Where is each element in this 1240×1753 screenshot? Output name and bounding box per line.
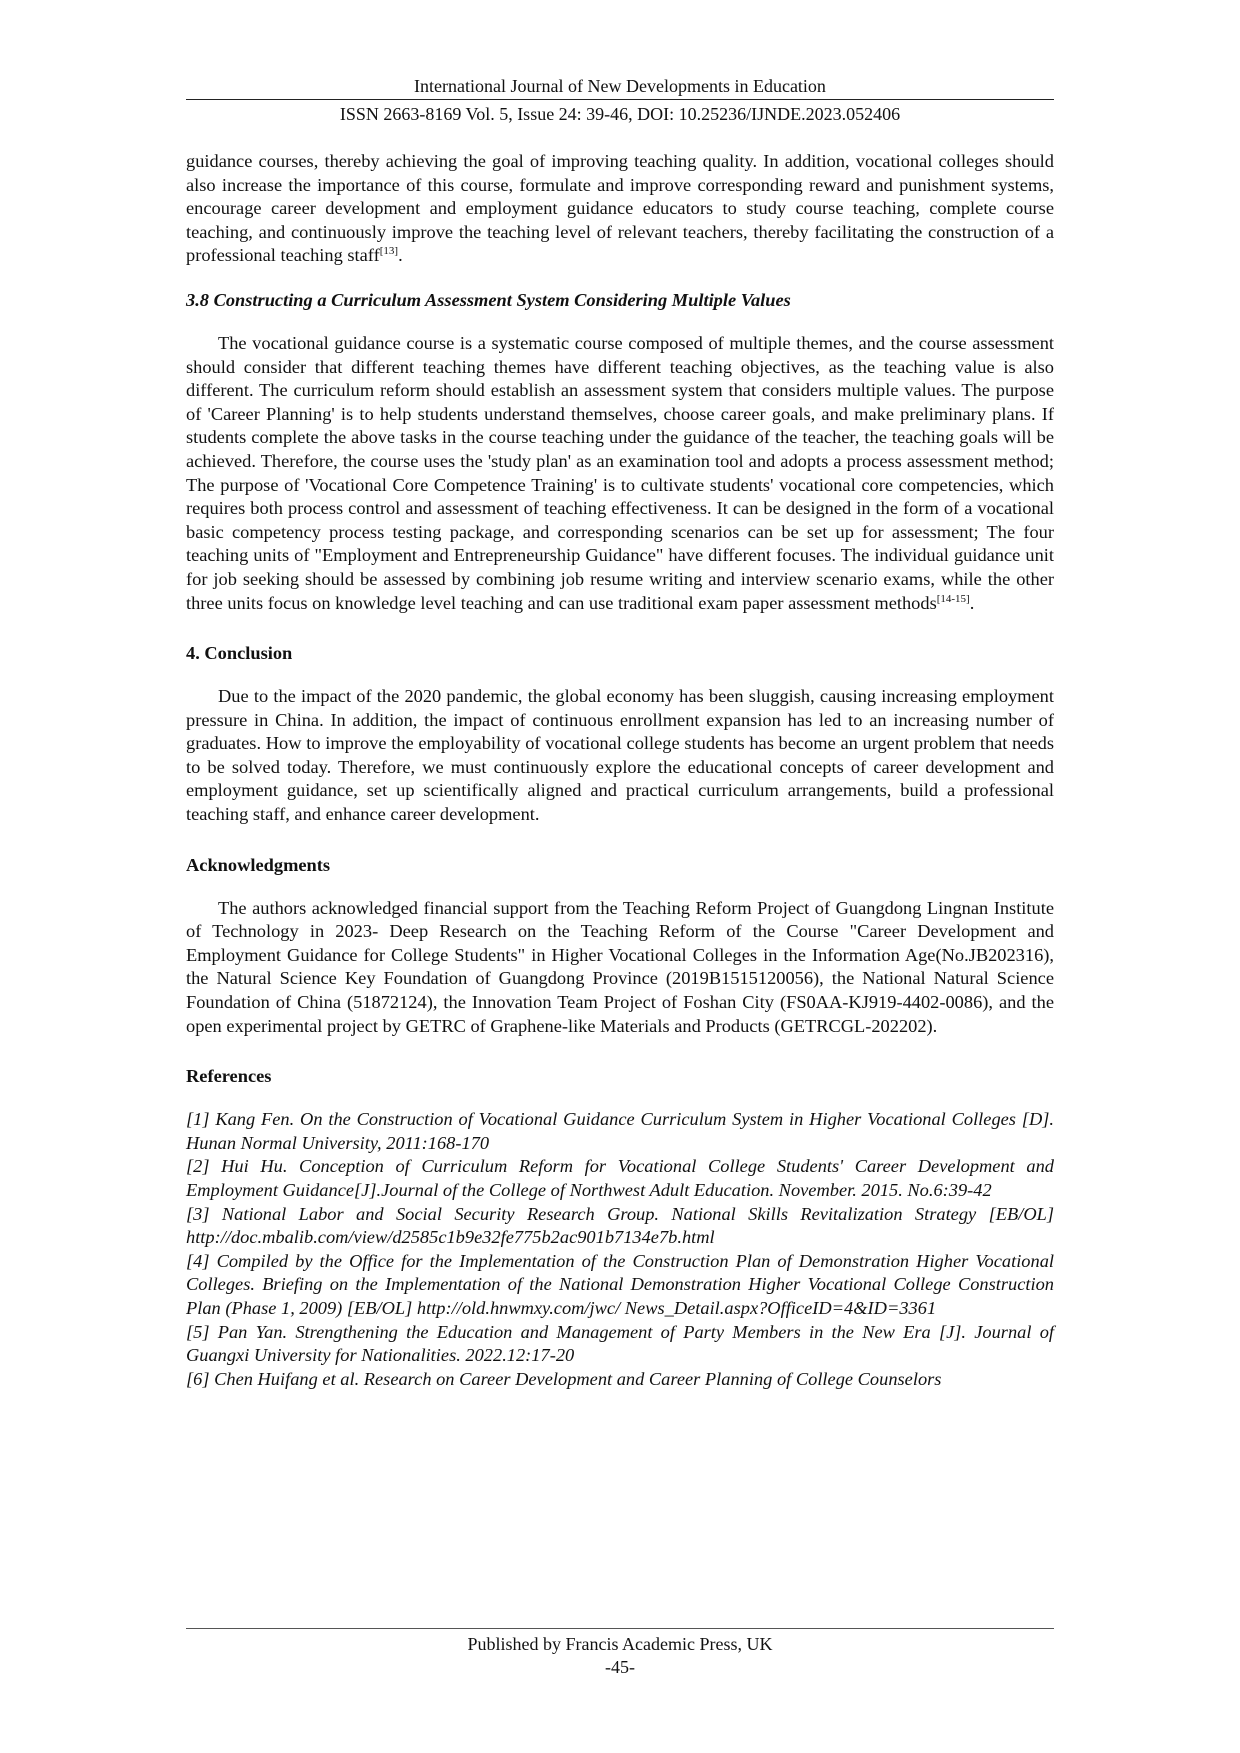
publisher-line: Published by Francis Academic Press, UK (467, 1634, 773, 1654)
citation: [13] (379, 245, 399, 258)
section-3-8-paragraph: The vocational guidance course is a systematic course composed of multiple themes, and the course assessment should consider that different teaching themes have different teaching objectives, as the teaching value is also different. The curriculum reform should establish an assessment system that considers multiple values. The purpose of 'Career Planning' is to help students understand themselves, choose career goals, and make preliminary plans. If students complete the above tasks in the course teaching under the guidance of the teacher, the teaching goals will be achieved. Therefore, the course uses the 'study plan' as an examination tool and adopts a process assessment method; The purpose of 'Vocational Core Competence Training' is to cultivate students' vocational core competencies, which requires both process control and assessment of teaching effectiveness. It can be designed in the form of a vocational basic competency process testing package, and corresponding scenarios can be set up for assessment; The four teaching units of "Employment and Entrepreneurship Guidance" have different focuses. The individual guidance unit for job seeking should be assessed by combining job resume writing and interview scenario exams, while the other three units focus on knowledge level teaching and can use traditional exam paper assessment methods[14-15]. (186, 332, 1054, 613)
conclusion-heading: 4. Conclusion (186, 643, 293, 664)
continued-paragraph: guidance courses, thereby achieving the goal of improving teaching quality. In addition, vocational colleges should also increase the importance of this course, formulate and improve corresponding reward and punishment systems, encourage career development and employment guidance educators to study course teaching, complete course teaching, and continuously improve the teaching level of relevant teachers, thereby facilitating the construction of a professional teaching staff[13]. (186, 151, 1054, 266)
header-rule (186, 99, 1054, 100)
reference-item: [5] Pan Yan. Strengthening the Education and Management of Party Members in the New Era [J]. Journal of Guangxi University for Nationalities. 2022.12:17-20 (186, 1321, 1054, 1366)
acknowledgments-heading: Acknowledgments (186, 854, 331, 875)
reference-item: [6] Chen Huifang et al. Research on Career Development and Career Planning of College Counselors (186, 1368, 942, 1389)
references-heading: References (186, 1066, 272, 1087)
reference-list (186, 1108, 1054, 1391)
issue-line: ISSN 2663-8169 Vol. 5, Issue 24: 39-46, DOI: 10.25236/IJNDE.2023.052406 (339, 104, 901, 124)
article-body (186, 150, 1054, 1391)
running-header (186, 74, 1054, 126)
reference-item: [3] National Labor and Social Security Research Group. National Skills Revitalization Strategy [EB/OL] http://doc.mbalib.com/view/d2585c1b9e32fe775b2ac901b7134e7b.html (186, 1203, 1054, 1248)
section-heading-3-8: 3.8 Constructing a Curriculum Assessment System Considering Multiple Values (186, 289, 791, 310)
journal-title: International Journal of New Developments in Education (414, 76, 826, 96)
reference-item: [4] Compiled by the Office for the Implementation of the Construction Plan of Demonstration Higher Vocational Colleges. Briefing on the Implementation of the National Demonstration Higher Vocational College Construction Plan (Phase 1, 2009) [EB/OL] http://old.hnwmxy.com/jwc/ News_Detail.aspx?OfficeID=4&ID=3361 (186, 1250, 1054, 1318)
page-footer (186, 1628, 1054, 1679)
reference-item: [1] Kang Fen. On the Construction of Vocational Guidance Curriculum System in Higher Vocational Colleges [D]. Hunan Normal University, 2011:168-170 (186, 1109, 1054, 1153)
acknowledgments-paragraph: The authors acknowledged financial support from the Teaching Reform Project of Guangdong Lingnan Institute of Technology in 2023- Deep Research on the Teaching Reform of the Course "Career Development and Employment Guidance for College Students" in Higher Vocational Colleges in the Information Age(No.JB202316), the Natural Science Key Foundation of Guangdong Province (2019B1515120056), the National Natural Science Foundation of China (51872124), the Innovation Team Project of Foshan City (FS0AA-KJ919-4402-0086), and the open experimental project by GETRC of Graphene-like Materials and Products (GETRCGL-202202). (186, 897, 1054, 1036)
conclusion-paragraph: Due to the impact of the 2020 pandemic, the global economy has been sluggish, causing increasing employment pressure in China. In addition, the impact of continuous enrollment expansion has led to an increasing number of graduates. How to improve the employability of vocational college students has become an urgent problem that needs to be solved today. Therefore, we must continuously explore the educational concepts of career development and employment guidance, set up scientifically aligned and practical curriculum arrangements, build a professional teaching staff, and enhance career development. (186, 686, 1054, 825)
reference-item: [2] Hui Hu. Conception of Curriculum Reform for Vocational College Students' Career Development and Employment Guidance[J].Journal of the College of Northwest Adult Education. November. 2015. No.6:39-42 (186, 1156, 1054, 1200)
page-number: -45- (605, 1657, 635, 1677)
footer-rule (186, 1628, 1054, 1629)
citation: [14-15] (936, 592, 970, 605)
